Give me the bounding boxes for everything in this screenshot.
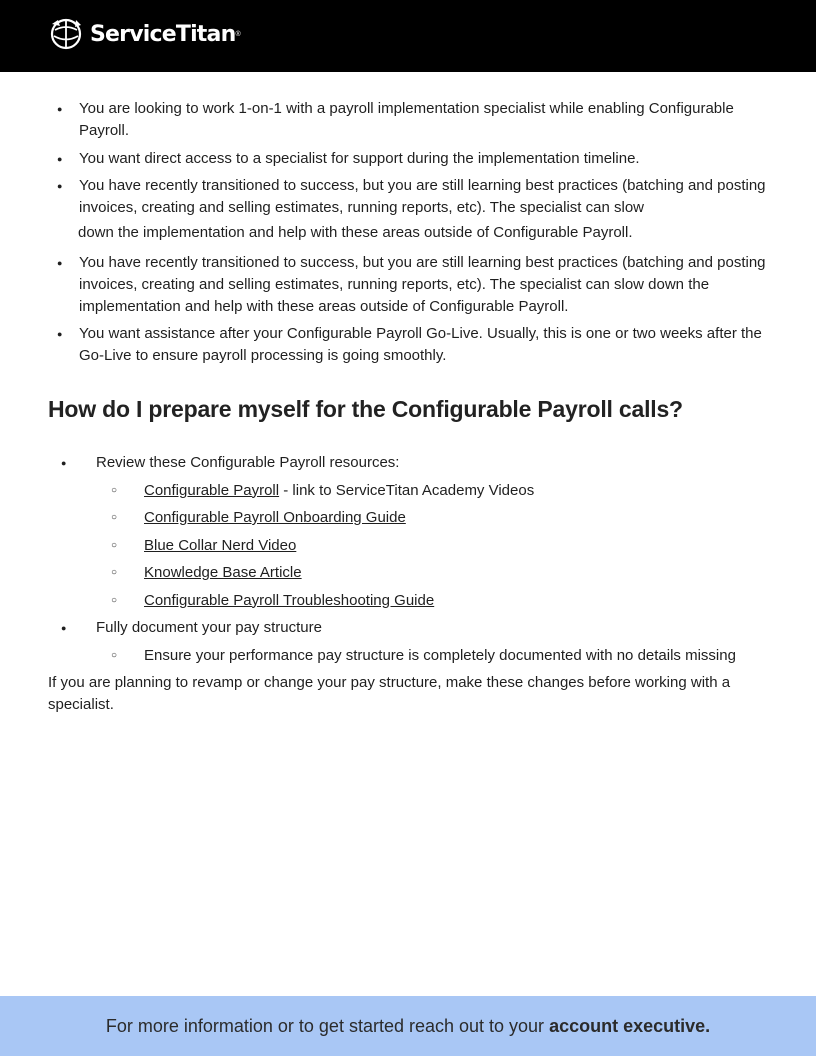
list-item: ● Review these Configurable Payroll resources: <box>48 452 768 474</box>
servicetitan-logo[interactable] <box>48 16 241 52</box>
list-item: ● You have recently transitioned to success, but you are still learning best practices (batching and posting invoices, creating and selling estimates, running reports, etc). The specialist can slow down the implementation and help with these areas outside of Configurable Payroll. <box>48 252 768 318</box>
intro-bullet-list <box>48 98 768 367</box>
list-item: ● You want assistance after your Configurable Payroll Go-Live. Usually, this is one or two weeks after the Go-Live to ensure payroll processing is going smoothly. <box>48 323 768 367</box>
list-subitem: ○ Ensure your performance pay structure is completely documented with no details missing <box>48 645 768 667</box>
resource-item <box>48 590 768 612</box>
closing-paragraph: If you are planning to revamp or change your pay structure, make these changes before working with a specialist. <box>48 674 731 713</box>
header-bar <box>0 0 816 72</box>
section-heading: How do I prepare myself for the Configurable Payroll calls? <box>48 396 683 422</box>
list-item: ● You are looking to work 1-on-1 with a payroll implementation specialist while enabling Configurable Payroll. <box>48 98 768 142</box>
knowledge-base-link[interactable]: Knowledge Base Article <box>144 564 302 581</box>
onboarding-guide-link[interactable]: Configurable Payroll Onboarding Guide <box>144 509 406 526</box>
troubleshooting-guide-link[interactable]: Configurable Payroll Troubleshooting Guide <box>144 591 435 609</box>
footer-bold-text: account executive. <box>549 1015 711 1036</box>
document-body <box>48 98 768 713</box>
list-item-continuation: down the implementation and help with these areas outside of Configurable Payroll. <box>78 224 633 241</box>
resource-item <box>48 507 768 529</box>
brand-name: ServiceTitan <box>90 21 236 47</box>
prep-list <box>48 452 768 716</box>
configurable-payroll-link[interactable]: Configurable Payroll <box>144 481 280 499</box>
registered-mark: ® <box>235 30 241 38</box>
list-item: ● Fully document your pay structure <box>48 617 768 639</box>
blue-collar-nerd-link[interactable]: Blue Collar Nerd Video <box>144 536 297 554</box>
resource-item: ○ Configurable Payroll - link to ServiceTitan Academy Videos <box>48 480 768 502</box>
titan-globe-icon <box>48 16 84 52</box>
footer-text: For more information or to get started reach out to your <box>105 1015 545 1036</box>
resource-item <box>48 562 768 584</box>
resource-item <box>48 535 768 557</box>
footer-banner <box>0 996 816 1056</box>
list-item: ● You have recently transitioned to success, but you are still learning best practices (batching and posting invoices, creating and selling estimates, running reports, etc). The specialist can slow down the implementation and help with these areas outside of Configurable Payroll. <box>48 175 768 246</box>
list-item: ● You want direct access to a specialist for support during the implementation timeline. <box>48 148 768 170</box>
